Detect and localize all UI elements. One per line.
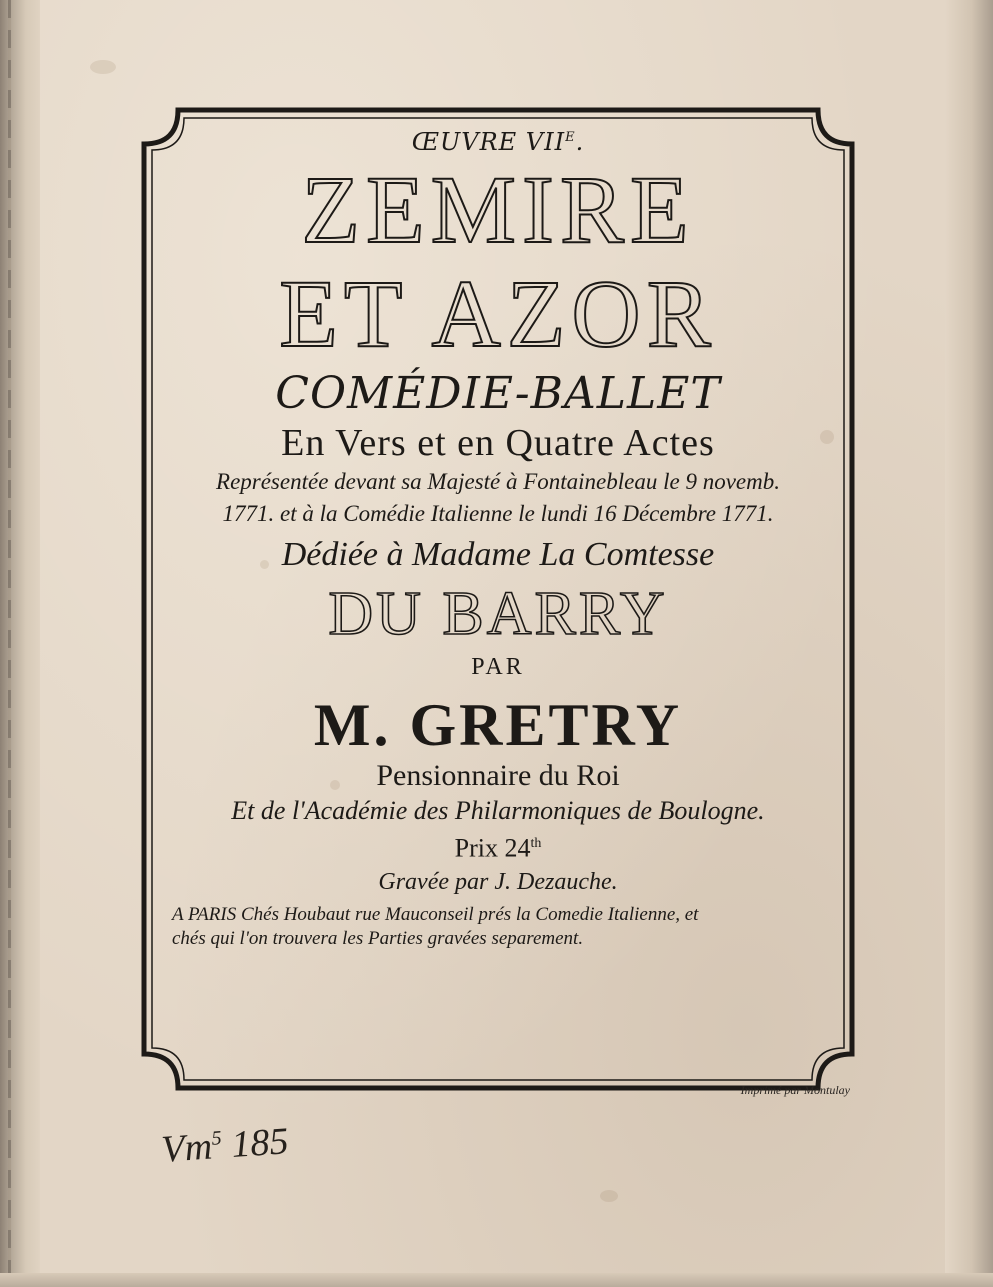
engraver: Gravée par J. Dezauche. [378, 868, 618, 895]
dedication: Dédiée à Madame La Comtesse [281, 536, 715, 573]
dedicatee: DU BARRY [328, 580, 668, 648]
foxing-spot [600, 1190, 618, 1202]
performance-line-1: Représentée devant sa Majesté à Fontainebleau le 9 novemb. [216, 469, 780, 494]
title-line-1: ZEMIRE [301, 156, 695, 263]
shelfmark: Vm$^5$ 185 [160, 1120, 290, 1171]
genre: COMÉDIE-BALLET [275, 368, 721, 419]
printer-credit: Imprimé par Montulay [740, 1083, 850, 1097]
decorative-frame [138, 104, 858, 1097]
work-number: ŒUVRE $VII^E$. [411, 128, 585, 156]
title-content [168, 122, 828, 1072]
page-edge-bottom [0, 1273, 993, 1287]
page-edge-right [945, 0, 993, 1287]
foxing-spot [90, 60, 116, 74]
performance-line-2: 1771. et à la Comédie Italienne le lundi 16 Décembre 1771. [222, 501, 774, 526]
price: Prix 24th [454, 833, 542, 863]
composer-position-2: Et de l'Académie des Philarmoniques de Boulogne. [231, 796, 765, 825]
composer-name: M. GRETRY [313, 692, 683, 758]
address-line-2: chés qui l'on trouvera les Parties gravées separement. [172, 927, 584, 949]
composer-position-1: Pensionnaire du Roi [376, 759, 620, 792]
book-spine [0, 0, 40, 1287]
address-line-1: A PARIS Chés Houbaut rue Mauconseil prés la Comedie Italienne, et [172, 903, 699, 925]
verse-description: En Vers et en Quatre Actes [281, 422, 715, 464]
by-label: PAR [471, 654, 525, 680]
title-line-2: ET AZOR [279, 260, 717, 367]
